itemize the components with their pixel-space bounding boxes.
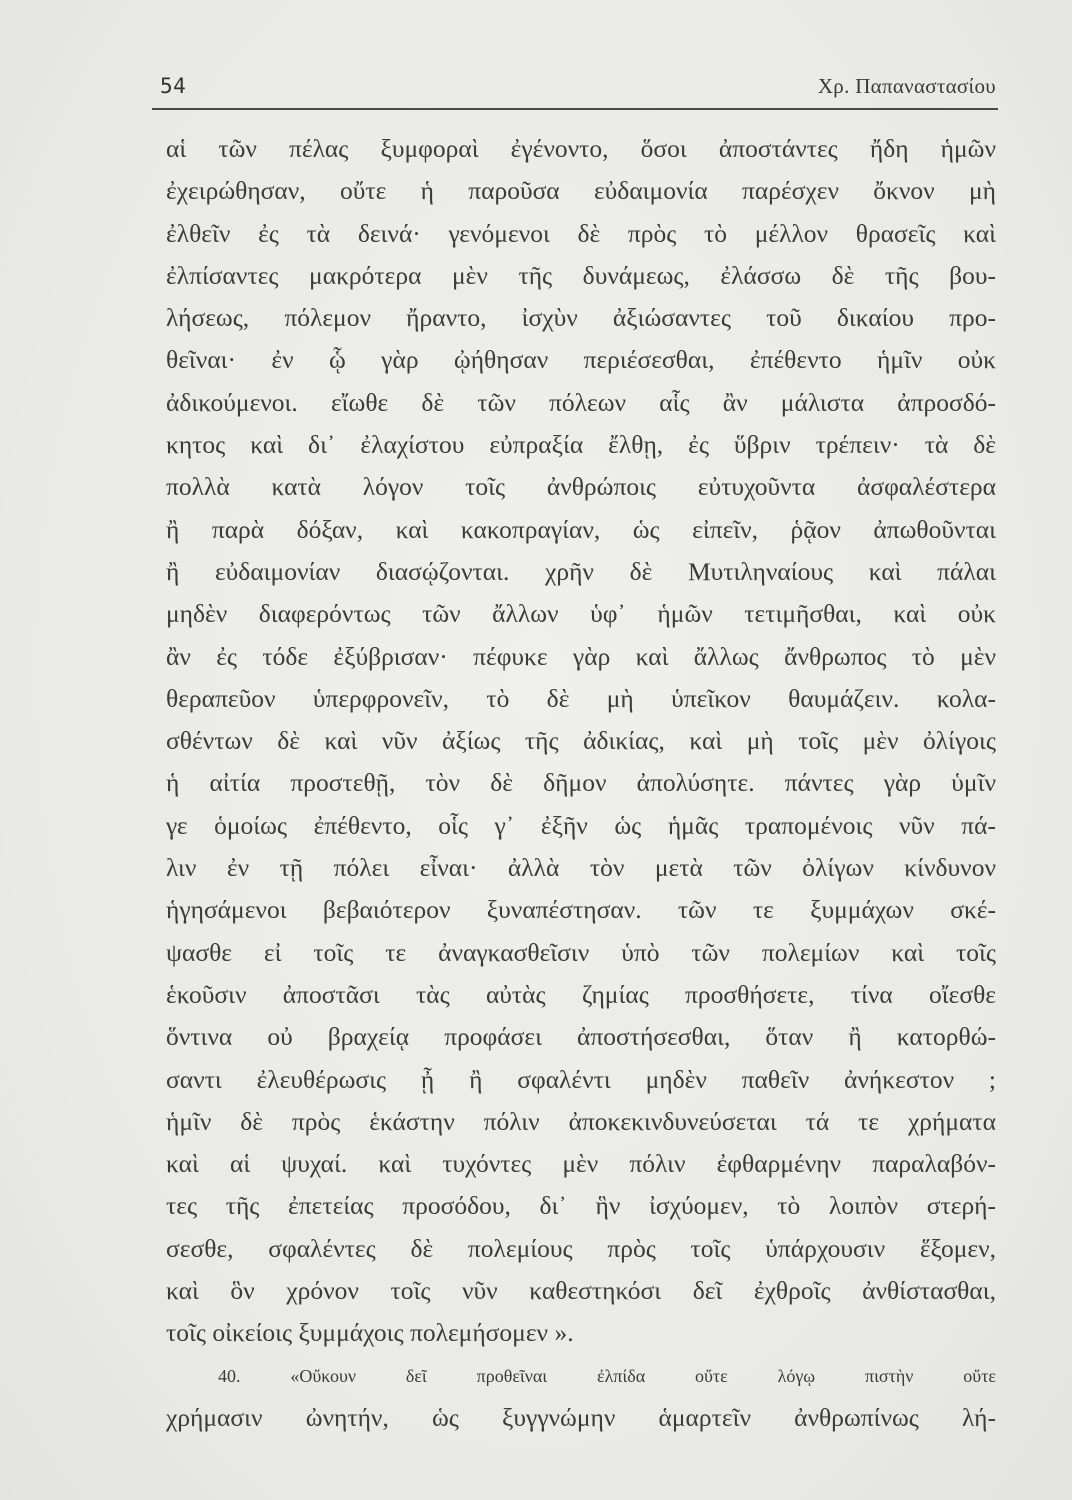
body-text [166, 128, 996, 1439]
text-line: σεσθε, σφαλέντες δὲ πολεμίους πρὸς τοῖς ὑπάρχουσιν ἕξομεν, [166, 1233, 996, 1263]
text-line: ὅντινα οὐ βραχείᾳ προφάσει ἀποστήσεσθαι, ὅταν ἢ κατορθώ- [166, 1022, 996, 1052]
text-line: ἐχειρώθησαν, οὔτε ἡ παροῦσα εὐδαιμονία παρέσχεν ὄκνον μὴ [166, 176, 996, 206]
text-line: μηδὲν διαφερόντως τῶν ἄλλων ὑφ᾽ ἡμῶν τετιμῆσθαι, καὶ οὐκ [166, 599, 996, 629]
text-line: λήσεως, πόλεμον ἤραντο, ἰσχὺν ἀξιώσαντες τοῦ δικαίου προ- [166, 303, 996, 333]
text-line: πολλὰ κατὰ λόγον τοῖς ἀνθρώποις εὐτυχοῦντα ἀσφαλέστερα [166, 472, 996, 502]
running-head-author: Χρ. Παπαναστασίου [817, 74, 996, 98]
text-line: ἀδικούμενοι. εἴωθε δὲ τῶν πόλεων αἷς ἂν μάλιστα ἀπροσδό- [166, 387, 996, 417]
text-line: λιν ἐν τῇ πόλει εἶναι· ἀλλὰ τὸν μετὰ τῶν ὀλίγων κίνδυνον [166, 853, 996, 883]
text-line: θεραπεῦον ὑπερφρονεῖν, τὸ δὲ μὴ ὑπεῖκον θαυμάζειν. κολα- [166, 683, 996, 713]
text-line: ἐλθεῖν ἐς τὰ δεινά· γενόμενοι δὲ πρὸς τὸ μέλλον θρασεῖς καὶ [166, 218, 996, 248]
text-line: ἡ αἰτία προστεθῇ, τὸν δὲ δῆμον ἀπολύσητε. πάντες γὰρ ὑμῖν [166, 768, 996, 798]
text-line: ἑκοῦσιν ἀποστᾶσι τὰς αὐτὰς ζημίας προσθήσετε, τίνα οἴεσθε [166, 979, 996, 1009]
page-header [160, 74, 996, 108]
text-line: τες τῆς ἐπετείας προσόδου, δι᾽ ἣν ἰσχύομεν, τὸ λοιπὸν στερή- [166, 1191, 996, 1221]
text-line: θεῖναι· ἐν ᾧ γὰρ ᾠήθησαν περιέσεσθαι, ἐπέθεντο ἡμῖν οὐκ [166, 345, 996, 375]
text-line: γε ὁμοίως ἐπέθεντο, οἷς γ᾽ ἐξῆν ὡς ἡμᾶς τραπομένοις νῦν πά- [166, 810, 996, 840]
text-line: ἢ εὐδαιμονίαν διασῴζονται. χρῆν δὲ Μυτιληναίους καὶ πάλαι [166, 556, 996, 586]
text-line: αἱ τῶν πέλας ξυμφοραὶ ἐγένοντο, ὅσοι ἀποστάντες ἤδη ἡμῶν [166, 134, 996, 163]
text-line: σαντι ἐλευθέρωσις ᾖ ἢ σφαλέντι μηδὲν παθεῖν ἀνήκεστον ; [166, 1064, 996, 1094]
text-line: καὶ ὃν χρόνον τοῖς νῦν καθεστηκόσι δεῖ ἐχθροῖς ἀνθίστασθαι, [166, 1276, 996, 1306]
text-line: κητος καὶ δι᾽ ἐλαχίστου εὐπραξία ἔλθῃ, ἐς ὕβριν τρέπειν· τὰ δὲ [166, 430, 996, 460]
text-line: ἢ παρὰ δόξαν, καὶ κακοπραγίαν, ὡς εἰπεῖν, ῥᾷον ἀπωθοῦνται [166, 514, 996, 544]
text-line: σθέντων δὲ καὶ νῦν ἀξίως τῆς ἀδικίας, καὶ μὴ τοῖς μὲν ὀλίγοις [166, 726, 996, 756]
text-line: ἐλπίσαντες μακρότερα μὲν τῆς δυνάμεως, ἐλάσσω δὲ τῆς βου- [166, 260, 996, 290]
text-line-paragraph-end: τοῖς οἰκείοις ξυμμάχοις πολεμήσομεν ». [166, 1318, 574, 1348]
text-line-section-40: 40. «Οὔκουν δεῖ προθεῖναι ἐλπίδα οὔτε λόγῳ πιστὴν οὔτε [218, 1365, 996, 1386]
text-line: χρήμασιν ὠνητήν, ὡς ξυγγνώμην ἁμαρτεῖν ἀνθρωπίνως λή- [166, 1402, 996, 1432]
page-number: 54 [160, 74, 187, 98]
text-line: ψασθε εἰ τοῖς τε ἀναγκασθεῖσιν ὑπὸ τῶν πολεμίων καὶ τοῖς [166, 937, 996, 967]
text-line: ἂν ἐς τόδε ἐξύβρισαν· πέφυκε γὰρ καὶ ἄλλως ἄνθρωπος τὸ μὲν [166, 641, 996, 671]
text-line: ἡγησάμενοι βεβαιότερον ξυναπέστησαν. τῶν τε ξυμμάχων σκέ- [166, 895, 996, 925]
text-line: καὶ αἱ ψυχαί. καὶ τυχόντες μὲν πόλιν ἐφθαρμένην παραλαβόν- [166, 1149, 996, 1179]
text-line: ἡμῖν δὲ πρὸς ἑκάστην πόλιν ἀποκεκινδυνεύσεται τά τε χρήματα [166, 1106, 996, 1136]
header-rule [152, 108, 998, 110]
